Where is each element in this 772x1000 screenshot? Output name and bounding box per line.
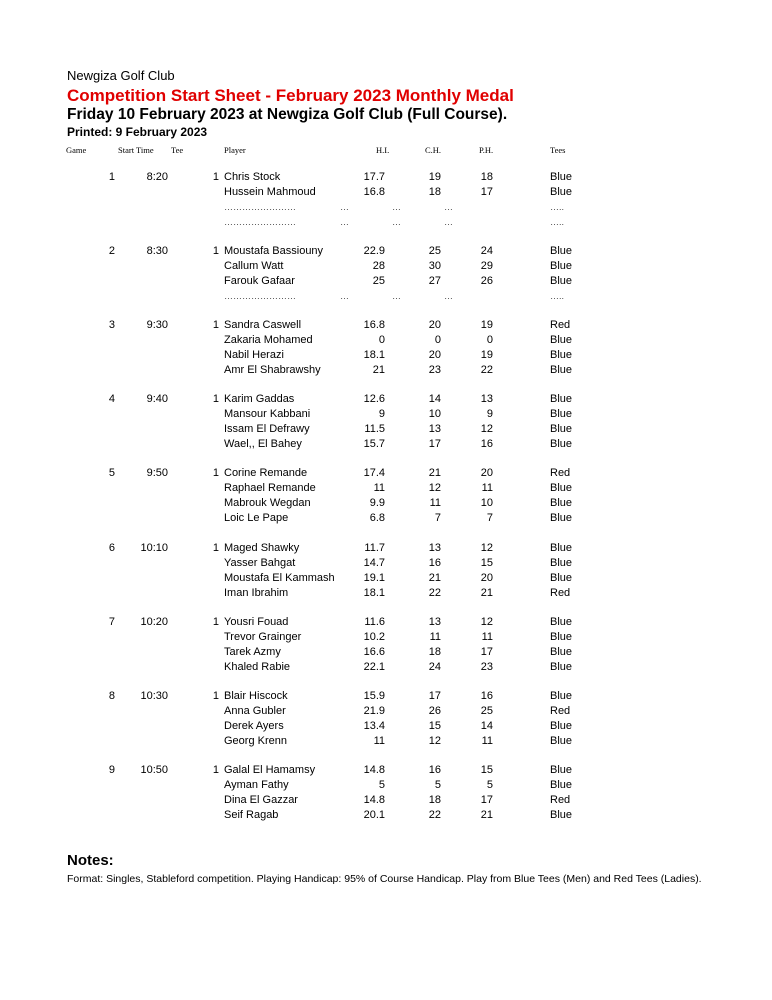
playing-handicap: 5: [486, 779, 493, 791]
player-row: [0, 170, 772, 185]
player-name: Mabrouk Wegdan: [224, 497, 311, 509]
game-number: 7: [108, 616, 115, 628]
course-handicap: 13: [428, 542, 441, 554]
course-handicap: 11: [429, 631, 441, 643]
start-time: 10:30: [140, 690, 168, 702]
empty-slot-dots: …: [392, 202, 401, 212]
tees-colour: Red: [550, 319, 571, 331]
playing-handicap: 17: [480, 794, 493, 806]
tee-group: [0, 392, 772, 452]
tee-number: 1: [212, 319, 219, 331]
player-name: Georg Krenn: [224, 735, 287, 747]
tees-colour: Blue: [550, 661, 573, 673]
handicap-index: 11.6: [364, 616, 385, 628]
player-name: Anna Gubler: [224, 705, 286, 717]
empty-slot-tees: …..: [550, 291, 565, 301]
tee-group: [0, 244, 772, 304]
event-subtitle: Friday 10 February 2023 at Newgiza Golf Club (Full Course).: [67, 106, 508, 123]
tees-colour: Red: [550, 794, 571, 806]
start-time: 8:30: [146, 245, 168, 257]
tee-group: [0, 689, 772, 749]
course-handicap: 13: [428, 423, 441, 435]
playing-handicap: 20: [480, 467, 493, 479]
tees-colour: Blue: [550, 364, 573, 376]
col-player: Player: [224, 145, 246, 155]
player-name: Loic Le Pape: [224, 512, 289, 524]
club-name: Newgiza Golf Club: [67, 68, 175, 83]
game-number: 4: [108, 393, 115, 405]
player-row: [0, 348, 772, 363]
player-row: [0, 763, 772, 778]
handicap-index: 22.9: [363, 245, 385, 257]
empty-slot-row: [0, 289, 772, 304]
tees-colour: Blue: [550, 542, 573, 554]
playing-handicap: 12: [480, 423, 493, 435]
player-name: Raphael Remande: [224, 482, 316, 494]
tees-colour: Blue: [550, 497, 573, 509]
player-row: [0, 645, 772, 660]
playing-handicap: 19: [480, 319, 493, 331]
handicap-index: 10.2: [363, 631, 385, 643]
handicap-index: 19.1: [363, 572, 385, 584]
player-row: [0, 363, 772, 378]
start-time: 8:20: [146, 171, 168, 183]
player-row: [0, 689, 772, 704]
course-handicap: 25: [428, 245, 441, 257]
tee-group: [0, 541, 772, 601]
handicap-index: 14.7: [363, 557, 385, 569]
player-name: Amr El Shabrawshy: [224, 364, 321, 376]
player-name: Seif Ragab: [224, 809, 279, 821]
empty-slot-tees: …..: [550, 202, 565, 212]
playing-handicap: 23: [480, 661, 493, 673]
handicap-index: 14.8: [363, 794, 385, 806]
playing-handicap: 16: [480, 438, 493, 450]
tees-colour: Blue: [550, 438, 573, 450]
player-name: Callum Watt: [224, 260, 284, 272]
handicap-index: 11: [373, 735, 385, 747]
playing-handicap: 20: [480, 572, 493, 584]
game-number: 1: [108, 171, 115, 183]
playing-handicap: 9: [486, 408, 493, 420]
player-row: [0, 481, 772, 496]
course-handicap: 7: [434, 512, 441, 524]
handicap-index: 16.8: [363, 186, 385, 198]
tees-colour: Red: [550, 467, 571, 479]
tees-colour: Blue: [550, 572, 573, 584]
empty-slot-dots: …: [340, 217, 349, 227]
playing-handicap: 25: [480, 705, 493, 717]
empty-slot-dots: …: [340, 291, 349, 301]
empty-slot-player: ……………………: [224, 202, 296, 212]
tees-colour: Blue: [550, 482, 573, 494]
handicap-index: 18.1: [363, 587, 385, 599]
game-number: 6: [108, 542, 115, 554]
player-row: [0, 778, 772, 793]
start-time: 10:10: [140, 542, 168, 554]
playing-handicap: 11: [481, 631, 493, 643]
player-name: Yasser Bahgat: [224, 557, 296, 569]
tees-colour: Blue: [550, 186, 573, 198]
tees-colour: Blue: [550, 245, 573, 257]
handicap-index: 16.8: [363, 319, 385, 331]
course-handicap: 24: [428, 661, 441, 673]
handicap-index: 16.6: [363, 646, 385, 658]
player-row: [0, 541, 772, 556]
tee-number: 1: [212, 616, 219, 628]
course-handicap: 15: [428, 720, 441, 732]
empty-slot-row: [0, 215, 772, 230]
player-name: Khaled Rabie: [224, 661, 291, 673]
tees-colour: Blue: [550, 423, 573, 435]
handicap-index: 11: [373, 482, 385, 494]
tee-group: [0, 763, 772, 823]
player-name: Nabil Herazi: [224, 349, 284, 361]
tees-colour: Blue: [550, 720, 573, 732]
course-handicap: 20: [428, 319, 441, 331]
playing-handicap: 18: [480, 171, 493, 183]
start-time: 9:50: [146, 467, 168, 479]
player-name: Sandra Caswell: [224, 319, 302, 331]
handicap-index: 12.6: [363, 393, 385, 405]
tee-group: [0, 615, 772, 675]
empty-slot-tees: …..: [550, 217, 565, 227]
playing-handicap: 14: [480, 720, 493, 732]
playing-handicap: 11: [481, 735, 493, 747]
handicap-index: 5: [378, 779, 385, 791]
player-name: Wael,, El Bahey: [224, 438, 302, 450]
player-row: [0, 556, 772, 571]
course-handicap: 16: [428, 764, 441, 776]
handicap-index: 14.8: [363, 764, 385, 776]
player-row: [0, 259, 772, 274]
game-number: 8: [108, 690, 115, 702]
course-handicap: 21: [428, 467, 441, 479]
player-name: Moustafa Bassiouny: [224, 245, 324, 257]
tees-colour: Blue: [550, 646, 573, 658]
player-row: [0, 793, 772, 808]
course-handicap: 21: [428, 572, 441, 584]
handicap-index: 17.7: [363, 171, 385, 183]
start-time: 10:50: [140, 764, 168, 776]
playing-handicap: 19: [480, 349, 493, 361]
playing-handicap: 26: [480, 275, 493, 287]
handicap-index: 17.4: [363, 467, 385, 479]
playing-handicap: 7: [486, 512, 493, 524]
course-handicap: 27: [428, 275, 441, 287]
course-handicap: 13: [428, 616, 441, 628]
player-row: [0, 511, 772, 526]
handicap-index: 20.1: [363, 809, 385, 821]
course-handicap: 12: [428, 735, 441, 747]
empty-slot-dots: …: [392, 291, 401, 301]
handicap-index: 11.5: [364, 423, 385, 435]
tees-colour: Blue: [550, 275, 573, 287]
tees-colour: Blue: [550, 735, 573, 747]
tees-colour: Blue: [550, 631, 573, 643]
player-row: [0, 333, 772, 348]
course-handicap: 18: [428, 186, 441, 198]
handicap-index: 9: [378, 408, 385, 420]
empty-slot-dots: …: [340, 202, 349, 212]
playing-handicap: 17: [480, 186, 493, 198]
course-handicap: 18: [428, 794, 441, 806]
empty-slot-dots: …: [444, 202, 453, 212]
start-time: 10:20: [140, 616, 168, 628]
player-row: [0, 719, 772, 734]
game-number: 3: [108, 319, 115, 331]
tees-colour: Blue: [550, 779, 573, 791]
tee-number: 1: [212, 467, 219, 479]
player-row: [0, 586, 772, 601]
player-name: Dina El Gazzar: [224, 794, 298, 806]
player-row: [0, 244, 772, 259]
tees-colour: Red: [550, 587, 571, 599]
notes-text: Format: Singles, Stableford competition. Playing Handicap: 95% of Course Handicap. Play from Blue Tees (Men) and Red Tees (Ladies).: [67, 873, 702, 885]
tee-group: [0, 318, 772, 378]
tee-group: [0, 466, 772, 526]
handicap-index: 28: [372, 260, 385, 272]
tee-number: 1: [212, 542, 219, 554]
handicap-index: 18.1: [363, 349, 385, 361]
tees-colour: Blue: [550, 393, 573, 405]
player-row: [0, 704, 772, 719]
col-hi: H.I.: [376, 145, 390, 155]
player-name: Mansour Kabbani: [224, 408, 311, 420]
empty-slot-dots: …: [392, 217, 401, 227]
tees-colour: Blue: [550, 171, 573, 183]
col-ch: C.H.: [425, 145, 442, 155]
player-name: Ayman Fathy: [224, 779, 289, 791]
playing-handicap: 16: [480, 690, 493, 702]
player-name: Corine Remande: [224, 467, 308, 479]
handicap-index: 0: [378, 334, 385, 346]
player-name: Tarek Azmy: [224, 646, 281, 658]
playing-handicap: 21: [480, 587, 493, 599]
start-time: 9:30: [146, 319, 168, 331]
playing-handicap: 17: [480, 646, 493, 658]
course-handicap: 22: [428, 809, 441, 821]
col-game: Game: [66, 145, 87, 155]
player-row: [0, 808, 772, 823]
player-name: Zakaria Mohamed: [224, 334, 313, 346]
playing-handicap: 0: [486, 334, 493, 346]
course-handicap: 20: [428, 349, 441, 361]
handicap-index: 6.8: [369, 512, 385, 524]
empty-slot-row: [0, 200, 772, 215]
player-name: Trevor Grainger: [224, 631, 302, 643]
tees-colour: Blue: [550, 557, 573, 569]
playing-handicap: 15: [480, 764, 493, 776]
course-handicap: 26: [428, 705, 441, 717]
player-name: Galal El Hamamsy: [224, 764, 316, 776]
tees-colour: Blue: [550, 408, 573, 420]
tees-colour: Blue: [550, 690, 573, 702]
player-row: [0, 422, 772, 437]
printed-date: Printed: 9 February 2023: [67, 125, 208, 139]
col-tees: Tees: [550, 145, 566, 155]
course-handicap: 16: [428, 557, 441, 569]
game-number: 5: [108, 467, 115, 479]
playing-handicap: 21: [480, 809, 493, 821]
course-handicap: 0: [434, 334, 441, 346]
playing-handicap: 15: [480, 557, 493, 569]
player-row: [0, 734, 772, 749]
tees-colour: Blue: [550, 349, 573, 361]
empty-slot-dots: …: [444, 291, 453, 301]
player-name: Yousri Fouad: [224, 616, 289, 628]
tee-number: 1: [212, 393, 219, 405]
player-row: [0, 437, 772, 452]
page-title: Competition Start Sheet - February 2023 Monthly Medal: [67, 86, 514, 105]
player-name: Iman Ibrahim: [224, 587, 289, 599]
tee-number: 1: [212, 690, 219, 702]
handicap-index: 15.9: [363, 690, 385, 702]
tee-group: [0, 170, 772, 230]
player-name: Chris Stock: [224, 171, 281, 183]
player-name: Maged Shawky: [224, 542, 300, 554]
playing-handicap: 12: [480, 542, 493, 554]
handicap-index: 21: [372, 364, 385, 376]
tees-colour: Blue: [550, 334, 573, 346]
tees-colour: Red: [550, 705, 571, 717]
course-handicap: 14: [428, 393, 441, 405]
handicap-index: 25: [372, 275, 385, 287]
handicap-index: 11.7: [364, 542, 385, 554]
player-name: Blair Hiscock: [224, 690, 288, 702]
player-row: [0, 496, 772, 511]
player-row: [0, 660, 772, 675]
player-row: [0, 392, 772, 407]
playing-handicap: 10: [480, 497, 493, 509]
player-row: [0, 407, 772, 422]
player-row: [0, 274, 772, 289]
tees-colour: Blue: [550, 764, 573, 776]
course-handicap: 23: [428, 364, 441, 376]
player-name: Derek Ayers: [224, 720, 284, 732]
handicap-index: 9.9: [369, 497, 385, 509]
col-start-time: Start Time: [118, 145, 154, 155]
playing-handicap: 12: [480, 616, 493, 628]
handicap-index: 22.1: [363, 661, 385, 673]
handicap-index: 15.7: [363, 438, 385, 450]
tee-number: 1: [212, 764, 219, 776]
tee-number: 1: [212, 171, 219, 183]
player-row: [0, 615, 772, 630]
tees-colour: Blue: [550, 512, 573, 524]
tees-colour: Blue: [550, 809, 573, 821]
playing-handicap: 29: [480, 260, 493, 272]
tees-colour: Blue: [550, 260, 573, 272]
player-row: [0, 630, 772, 645]
course-handicap: 30: [428, 260, 441, 272]
course-handicap: 18: [428, 646, 441, 658]
player-row: [0, 466, 772, 481]
player-name: Moustafa El Kammash: [224, 572, 335, 584]
empty-slot-dots: …: [444, 217, 453, 227]
course-handicap: 5: [434, 779, 441, 791]
course-handicap: 22: [428, 587, 441, 599]
col-ph: P.H.: [479, 145, 494, 155]
course-handicap: 10: [428, 408, 441, 420]
notes-heading: Notes:: [67, 852, 114, 869]
player-row: [0, 185, 772, 200]
player-name: Issam El Defrawy: [224, 423, 310, 435]
course-handicap: 12: [428, 482, 441, 494]
playing-handicap: 22: [480, 364, 493, 376]
player-row: [0, 571, 772, 586]
player-name: Farouk Gafaar: [224, 275, 295, 287]
col-tee: Tee: [171, 145, 184, 155]
course-handicap: 17: [428, 690, 441, 702]
start-time: 9:40: [146, 393, 168, 405]
empty-slot-player: ……………………: [224, 291, 296, 301]
tees-colour: Blue: [550, 616, 573, 628]
tee-number: 1: [212, 245, 219, 257]
empty-slot-player: ……………………: [224, 217, 296, 227]
player-name: Hussein Mahmoud: [224, 186, 316, 198]
playing-handicap: 11: [481, 482, 493, 494]
player-name: Karim Gaddas: [224, 393, 295, 405]
handicap-index: 13.4: [363, 720, 385, 732]
playing-handicap: 24: [480, 245, 493, 257]
handicap-index: 21.9: [363, 705, 385, 717]
course-handicap: 17: [428, 438, 441, 450]
course-handicap: 11: [429, 497, 441, 509]
game-number: 2: [108, 245, 115, 257]
playing-handicap: 13: [480, 393, 493, 405]
course-handicap: 19: [428, 171, 441, 183]
game-number: 9: [108, 764, 115, 776]
player-row: [0, 318, 772, 333]
